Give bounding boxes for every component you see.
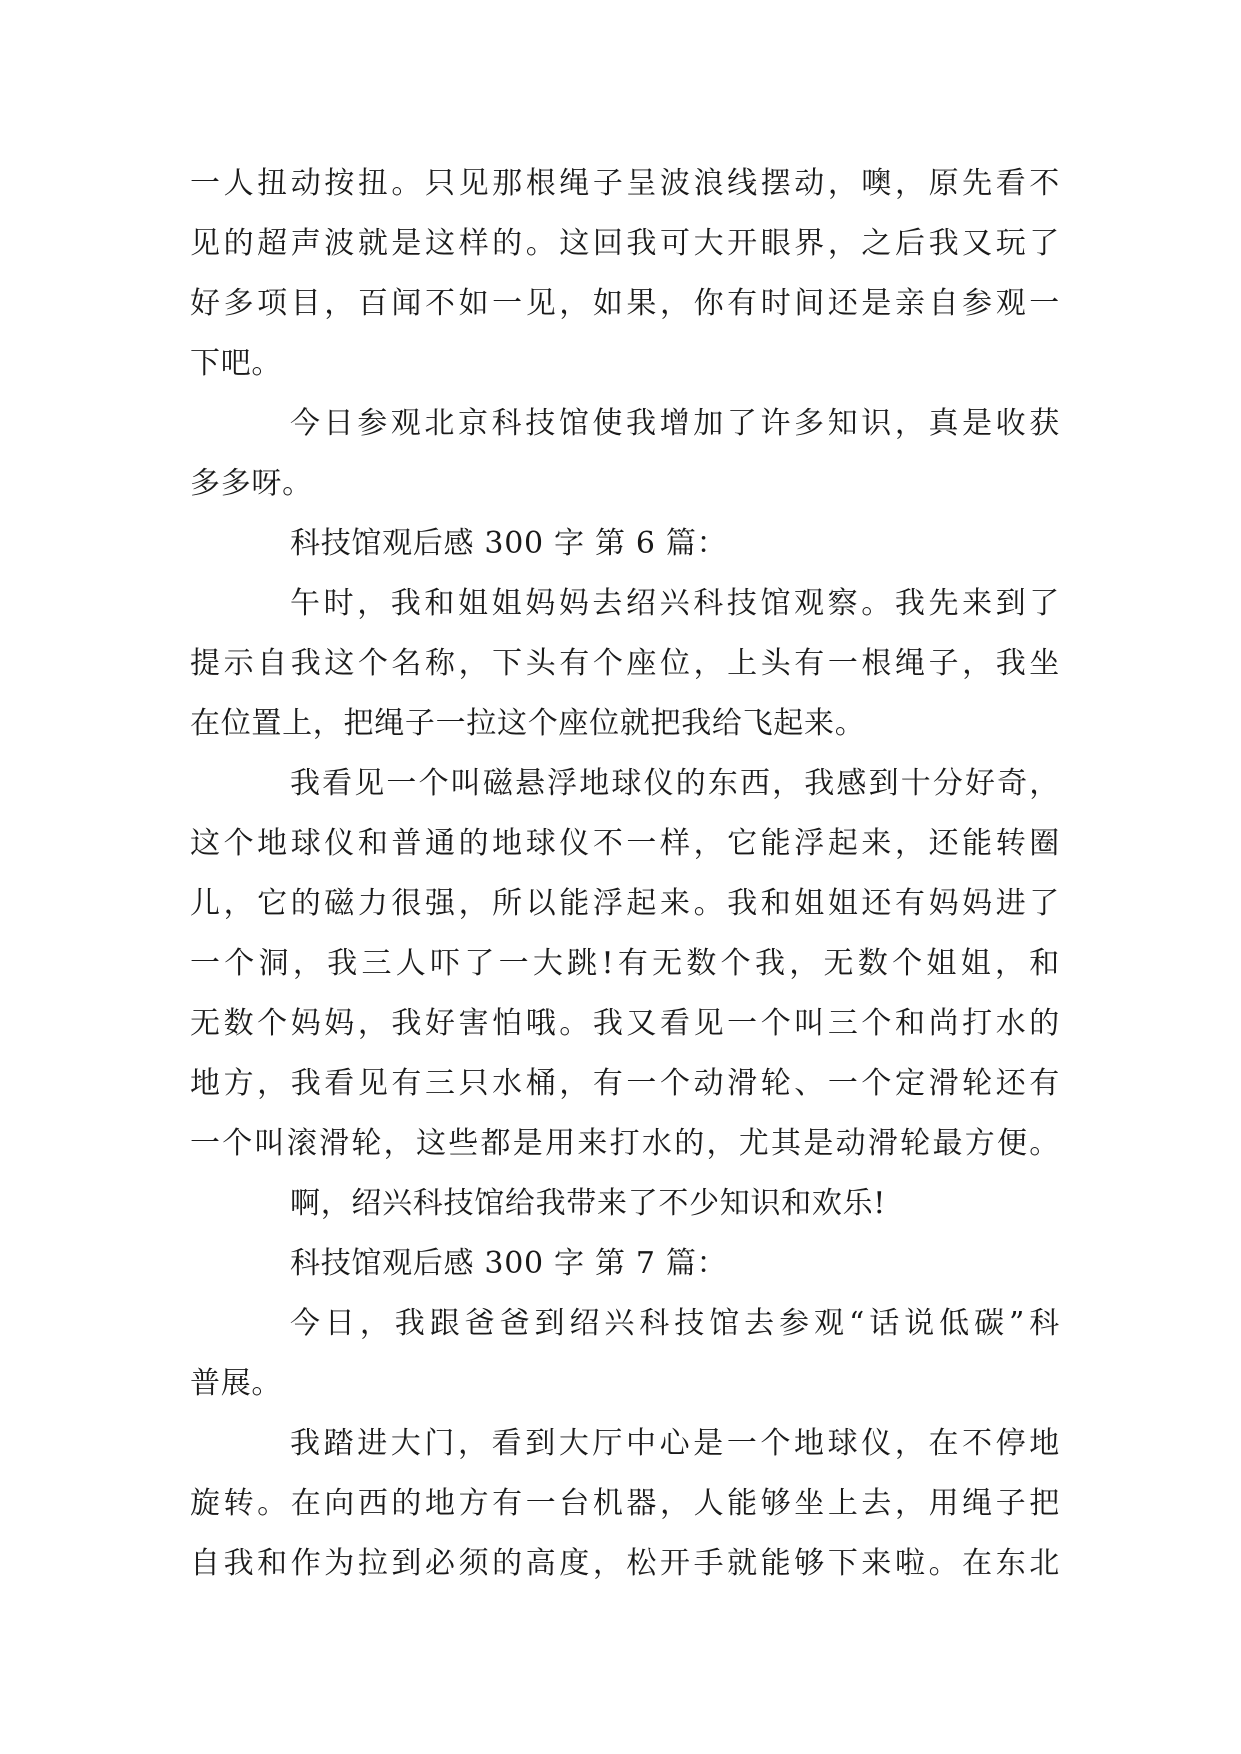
text-line: 多多呀。 bbox=[190, 466, 313, 501]
text-line: 下吧。 bbox=[190, 346, 283, 381]
text-line: 在位置上，把绳子一拉这个座位就把我给飞起来。 bbox=[190, 706, 866, 741]
text-line: 地方，我看见有三只水桶，有一个动滑轮、一个定滑轮还有 bbox=[190, 1066, 1060, 1101]
text-line: 今日参观北京科技馆使我增加了许多知识，真是收获 bbox=[290, 406, 1060, 441]
section-heading: 科技馆观后感 300 字 第 7 篇： bbox=[290, 1246, 728, 1281]
text-line: 这个地球仪和普通的地球仪不一样，它能浮起来，还能转圈 bbox=[190, 826, 1060, 861]
text-line: 午时，我和姐姐妈妈去绍兴科技馆观察。我先来到了 bbox=[290, 586, 1060, 621]
section-heading: 科技馆观后感 300 字 第 6 篇： bbox=[290, 526, 728, 561]
text-line: 无数个妈妈，我好害怕哦。我又看见一个叫三个和尚打水的 bbox=[190, 1006, 1060, 1041]
text-line: 我踏进大门，看到大厅中心是一个地球仪，在不停地 bbox=[290, 1426, 1060, 1461]
text-line: 普展。 bbox=[190, 1366, 283, 1401]
text-line: 一个叫滚滑轮，这些都是用来打水的，尤其是动滑轮最方便。 bbox=[190, 1126, 1060, 1161]
text-line: 啊，绍兴科技馆给我带来了不少知识和欢乐! bbox=[290, 1186, 887, 1221]
text-line: 自我和作为拉到必须的高度，松开手就能够下来啦。在东北 bbox=[190, 1546, 1060, 1581]
text-line: 旋转。在向西的地方有一台机器，人能够坐上去，用绳子把 bbox=[190, 1486, 1060, 1521]
text-line: 一人扭动按扭。只见那根绳子呈波浪线摆动，噢，原先看不 bbox=[190, 166, 1060, 201]
text-line: 好多项目，百闻不如一见，如果，你有时间还是亲自参观一 bbox=[190, 286, 1060, 321]
text-line: 儿，它的磁力很强，所以能浮起来。我和姐姐还有妈妈进了 bbox=[190, 886, 1060, 921]
text-line: 提示自我这个名称，下头有个座位，上头有一根绳子，我坐 bbox=[190, 646, 1060, 681]
text-line: 一个洞，我三人吓了一大跳!有无数个我，无数个姐姐，和 bbox=[190, 946, 1060, 981]
text-line: 我看见一个叫磁悬浮地球仪的东西，我感到十分好奇， bbox=[290, 766, 1060, 801]
text-line: 见的超声波就是这样的。这回我可大开眼界，之后我又玩了 bbox=[190, 226, 1060, 261]
text-line: 今日，我跟爸爸到绍兴科技馆去参观“话说低碳”科 bbox=[290, 1306, 1060, 1341]
